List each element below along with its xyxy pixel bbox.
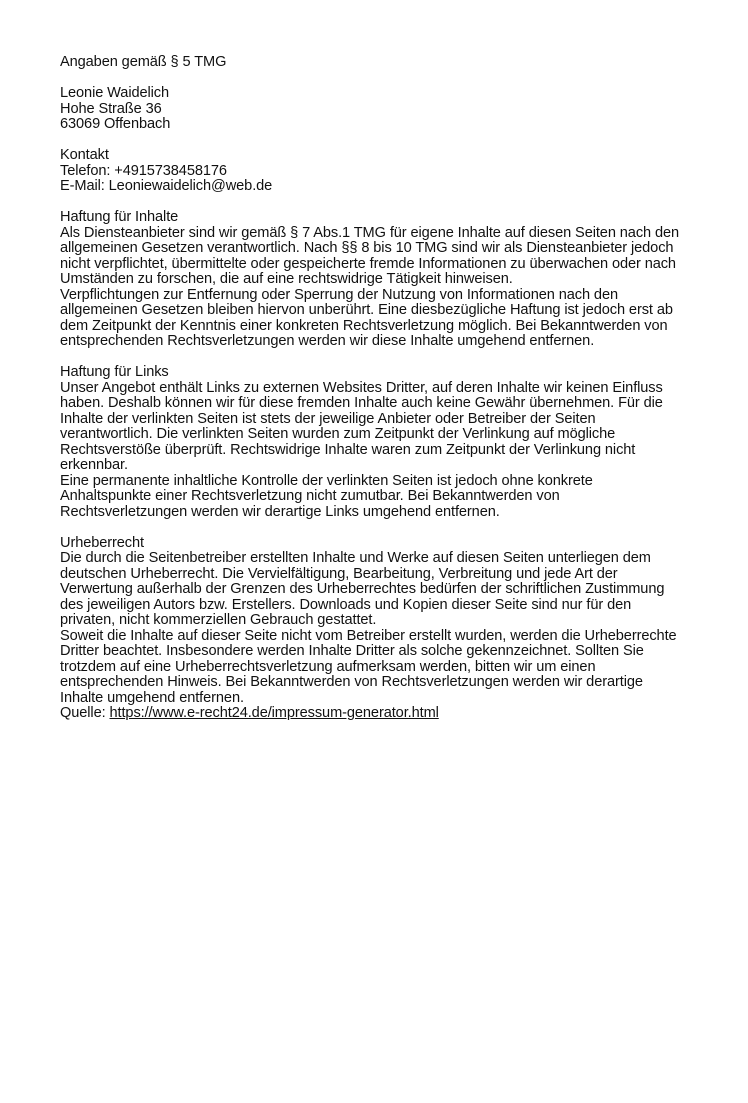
- liability-links-title: Haftung für Links: [60, 364, 169, 380]
- paragraph-line: Als Diensteanbieter sind wir gemäß § 7 Abs.1 TMG für eigene Inhalte auf diesen Seiten nach den: [60, 224, 680, 241]
- paragraph-line: Verpflichtungen zur Entfernung oder Sperrung der Nutzung von Informationen nach den: [60, 286, 618, 303]
- paragraph-line: Inhalte umgehend entfernen.: [60, 689, 244, 706]
- paragraph-line: Umständen zu forschen, die auf eine rechtswidrige Tätigkeit hinweisen.: [60, 271, 513, 287]
- copyright-section: [60, 536, 690, 722]
- liability-content-section: [60, 210, 690, 350]
- paragraph-line: Dritter beachtet. Insbesondere werden Inhalte Dritter als solche gekennzeichnet. Sollten Sie: [60, 643, 644, 659]
- paragraph-line: haben. Deshalb können wir für diese fremden Inhalte auch keine Gewähr übernehmen. Für die: [60, 395, 663, 411]
- paragraph-line: Rechtsverstöße überprüft. Rechtswidrige Inhalte waren zum Zeitpunkt der Verlinkung nicht: [60, 441, 636, 458]
- paragraph-line: Soweit die Inhalte auf dieser Seite nicht vom Betreiber erstellt wurden, werden die Urheberrechte: [60, 627, 677, 644]
- paragraph-line: Unser Angebot enthält Links zu externen Websites Dritter, auf deren Inhalte wir keinen Einfluss: [60, 379, 663, 396]
- address-city: 63069 Offenbach: [60, 116, 171, 132]
- paragraph-line: verantwortlich. Die verlinkten Seiten wurden zum Zeitpunkt der Verlinkung auf mögliche: [60, 426, 616, 442]
- liability-links-section: [60, 365, 690, 520]
- contact-title: Kontakt: [60, 147, 109, 163]
- spacer: [60, 133, 690, 149]
- paragraph-line: Inhalte der verlinkten Seiten ist stets der jeweilige Anbieter oder Betreiber der Seiten: [60, 410, 596, 427]
- imprint-heading: Angaben gemäß § 5 TMG: [60, 54, 227, 70]
- spacer: [60, 195, 690, 211]
- paragraph-line: Eine permanente inhaltliche Kontrolle der verlinkten Seiten ist jedoch ohne konkrete: [60, 472, 593, 489]
- spacer: [60, 71, 690, 87]
- liability-content-title: Haftung für Inhalte: [60, 209, 179, 225]
- address-name: Leonie Waidelich: [60, 85, 170, 101]
- paragraph-line: erkennbar.: [60, 457, 128, 473]
- spacer: [60, 520, 690, 536]
- address-block: [60, 86, 690, 133]
- paragraph-line: entsprechenden Hinweis. Bei Bekanntwerden von Rechtsverletzungen werden wir derartige: [60, 674, 643, 690]
- paragraph-line: allgemeinen Gesetzen bleiben hiervon unberührt. Eine diesbezügliche Haftung ist jedoch erst ab: [60, 302, 673, 318]
- spacer: [60, 350, 690, 366]
- paragraph-line: dem Zeitpunkt der Kenntnis einer konkreten Rechtsverletzung möglich. Bei Bekanntwerden von: [60, 317, 668, 334]
- contact-email: E-Mail: Leoniewaidelich@web.de: [60, 178, 273, 194]
- paragraph-line: trotzdem auf eine Urheberrechtsverletzung aufmerksam werden, bitten wir um einen: [60, 658, 596, 675]
- contact-phone: Telefon: +4915738458176: [60, 162, 227, 179]
- source-line: [60, 706, 690, 722]
- paragraph-line: Die durch die Seitenbetreiber erstellten Inhalte und Werke auf diesen Seiten unterliegen dem: [60, 550, 651, 566]
- paragraph-line: Anhaltspunkte einer Rechtsverletzung nicht zumutbar. Bei Bekanntwerden von: [60, 488, 560, 504]
- imprint-page: [60, 55, 690, 722]
- paragraph-line: entsprechenden Rechtsverletzungen werden wir diese Inhalte umgehend entfernen.: [60, 333, 595, 349]
- source-label: Quelle:: [60, 705, 110, 721]
- paragraph-line: Rechtsverletzungen werden wir derartige Links umgehend entfernen.: [60, 503, 500, 520]
- address-street: Hohe Straße 36: [60, 100, 162, 117]
- copyright-title: Urheberrecht: [60, 534, 144, 551]
- paragraph-line: deutschen Urheberrecht. Die Vervielfältigung, Bearbeitung, Verbreitung und jede Art der: [60, 565, 618, 582]
- paragraph-line: des jeweiligen Autors bzw. Erstellers. Downloads und Kopien dieser Seite sind nur für den: [60, 596, 632, 613]
- source-link[interactable]: https://www.e-recht24.de/impressum-generator.html: [109, 705, 439, 721]
- paragraph-line: privaten, nicht kommerziellen Gebrauch gestattet.: [60, 612, 377, 628]
- paragraph-line: allgemeinen Gesetzen verantwortlich. Nach §§ 8 bis 10 TMG sind wir als Diensteanbieter jedoch: [60, 240, 674, 256]
- contact-block: [60, 148, 690, 195]
- paragraph-line: Verwertung außerhalb der Grenzen des Urheberrechtes bedürfen der schriftlichen Zustimmung: [60, 581, 665, 597]
- paragraph-line: nicht verpflichtet, übermittelte oder gespeicherte fremde Informationen zu überwachen oder nach: [60, 255, 676, 272]
